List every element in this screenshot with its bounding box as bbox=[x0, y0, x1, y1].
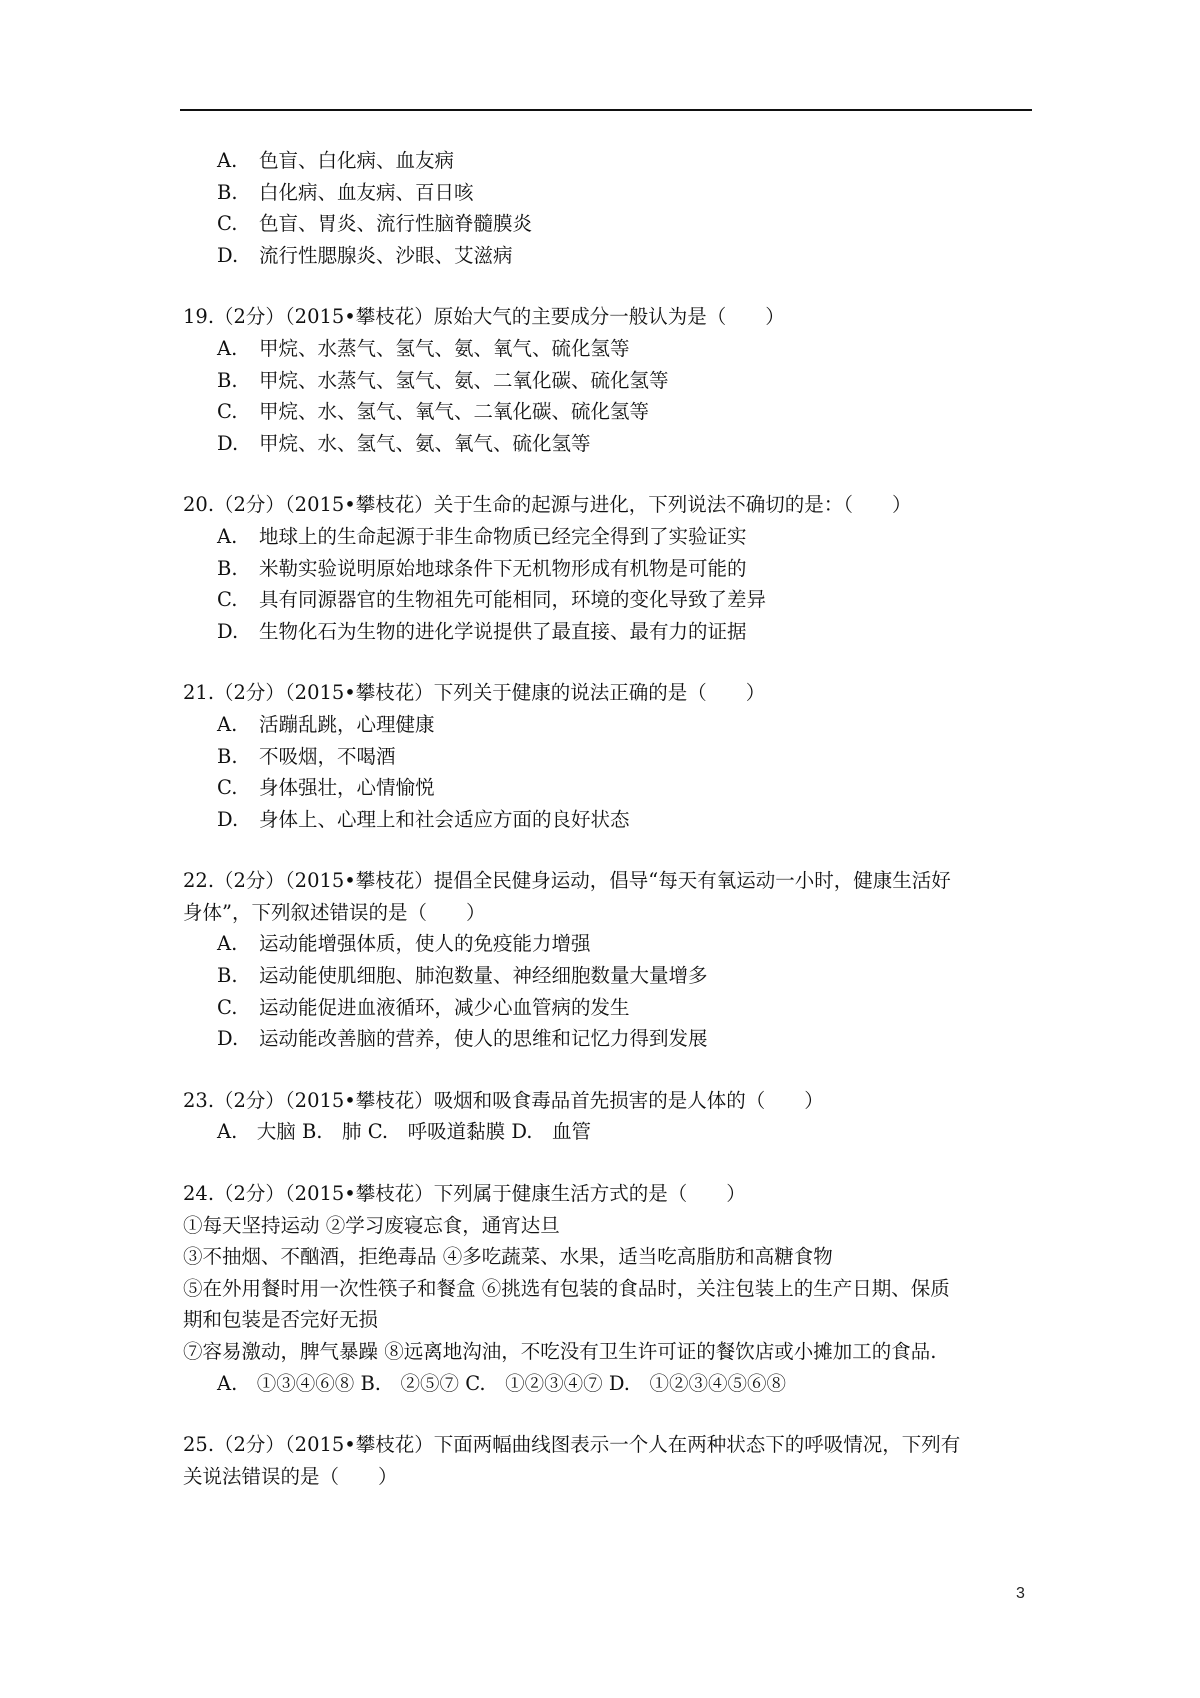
option-a: A. 甲烷、水蒸气、氢气、氨、氧气、硫化氢等 bbox=[217, 336, 630, 360]
question-stem-line-1: 25.（2分）（2015•攀枝花）下面两幅曲线图表示一个人在两种状态下的呼吸情况，下列有 bbox=[183, 1433, 961, 1457]
option-c: C. 身体强壮，心情愉悦 bbox=[217, 776, 435, 800]
option-b: B. 运动能使肌细胞、肺泡数量、神经细胞数量大量增多 bbox=[217, 964, 708, 988]
option-c: C. 甲烷、水、氢气、氧气、二氧化碳、硫化氢等 bbox=[217, 400, 650, 424]
option-d: D. 生物化石为生物的进化学说提供了最直接、最有力的证据 bbox=[217, 619, 747, 643]
option-a: A. 运动能增强体质，使人的免疫能力增强 bbox=[217, 932, 591, 956]
inline-options: A. 大脑 B. 肺 C. 呼吸道黏膜 D. 血管 bbox=[217, 1120, 591, 1144]
question-22 bbox=[183, 865, 1033, 1055]
question-stem: 20.（2分）（2015•攀枝花）关于生命的起源与进化，下列说法不确切的是：（ ） bbox=[183, 493, 912, 517]
page-number: 3 bbox=[1016, 1585, 1025, 1602]
header-rule bbox=[180, 109, 1032, 111]
option-b: B. 米勒实验说明原始地球条件下无机物形成有机物是可能的 bbox=[217, 556, 747, 580]
option-c: C. 色盲、胃炎、流行性脑脊髓膜炎 bbox=[217, 212, 533, 236]
option-c: C. 运动能促进血液循环，减少心血管病的发生 bbox=[217, 995, 630, 1019]
option-a: A. 活蹦乱跳，心理健康 bbox=[217, 712, 435, 736]
statement-line: ⑦容易激动，脾气暴躁 ⑧远离地沟油，不吃没有卫生许可证的餐饮店或小摊加工的食品. bbox=[183, 1340, 937, 1363]
option-a: A. 地球上的生命起源于非生命物质已经完全得到了实验证实 bbox=[217, 524, 747, 548]
question-25 bbox=[183, 1429, 1033, 1492]
prev-question-options bbox=[183, 145, 1033, 271]
question-20 bbox=[183, 489, 1033, 647]
question-21 bbox=[183, 677, 1033, 835]
option-d: D. 流行性腮腺炎、沙眼、艾滋病 bbox=[217, 243, 513, 267]
statement-line: ③不抽烟、不酗酒，拒绝毒品 ④多吃蔬菜、水果，适当吃高脂肪和高糖食物 bbox=[183, 1245, 833, 1269]
inline-options: A. ①③④⑥⑧ B. ②⑤⑦ C. ①②③④⑦ D. ①②③④⑤⑥⑧ bbox=[217, 1371, 786, 1395]
option-b: B. 甲烷、水蒸气、氢气、氨、二氧化碳、硫化氢等 bbox=[217, 368, 669, 392]
question-stem-line-1: 22.（2分）（2015•攀枝花）提倡全民健身运动，倡导“每天有氧运动一小时，健康生活好 bbox=[183, 869, 951, 893]
option-d: D. 运动能改善脑的营养，使人的思维和记忆力得到发展 bbox=[217, 1027, 708, 1051]
option-b: B. 不吸烟，不喝酒 bbox=[217, 744, 396, 768]
option-b: B. 白化病、血友病、百日咳 bbox=[217, 180, 474, 204]
option-a: A. 色盲、白化病、血友病 bbox=[217, 149, 455, 172]
question-24 bbox=[183, 1178, 1033, 1399]
page-content bbox=[183, 145, 1033, 1492]
option-d: D. 甲烷、水、氢气、氨、氧气、硫化氢等 bbox=[217, 431, 591, 455]
question-19 bbox=[183, 301, 1033, 459]
question-stem: 23.（2分）（2015•攀枝花）吸烟和吸食毒品首先损害的是人体的（ ） bbox=[183, 1088, 824, 1112]
option-d: D. 身体上、心理上和社会适应方面的良好状态 bbox=[217, 807, 630, 831]
statement-line: ①每天坚持运动 ②学习废寝忘食，通宵达旦 bbox=[183, 1213, 560, 1237]
option-c: C. 具有同源器官的生物祖先可能相同，环境的变化导致了差异 bbox=[217, 588, 767, 612]
question-23 bbox=[183, 1085, 1033, 1148]
statement-line: ⑤在外用餐时用一次性筷子和餐盒 ⑥挑选有包装的食品时，关注包装上的生产日期、保质 bbox=[183, 1276, 950, 1300]
question-stem-line-2: 身体”，下列叙述错误的是（ ） bbox=[183, 900, 486, 924]
statement-line: 期和包装是否完好无损 bbox=[183, 1308, 379, 1332]
question-stem: 21.（2分）（2015•攀枝花）下列关于健康的说法正确的是（ ） bbox=[183, 681, 766, 705]
question-stem: 19.（2分）（2015•攀枝花）原始大气的主要成分一般认为是（ ） bbox=[183, 305, 785, 329]
question-stem-line-2: 关说法错误的是（ ） bbox=[183, 1464, 398, 1488]
question-stem: 24.（2分）（2015•攀枝花）下列属于健康生活方式的是（ ） bbox=[183, 1182, 746, 1206]
